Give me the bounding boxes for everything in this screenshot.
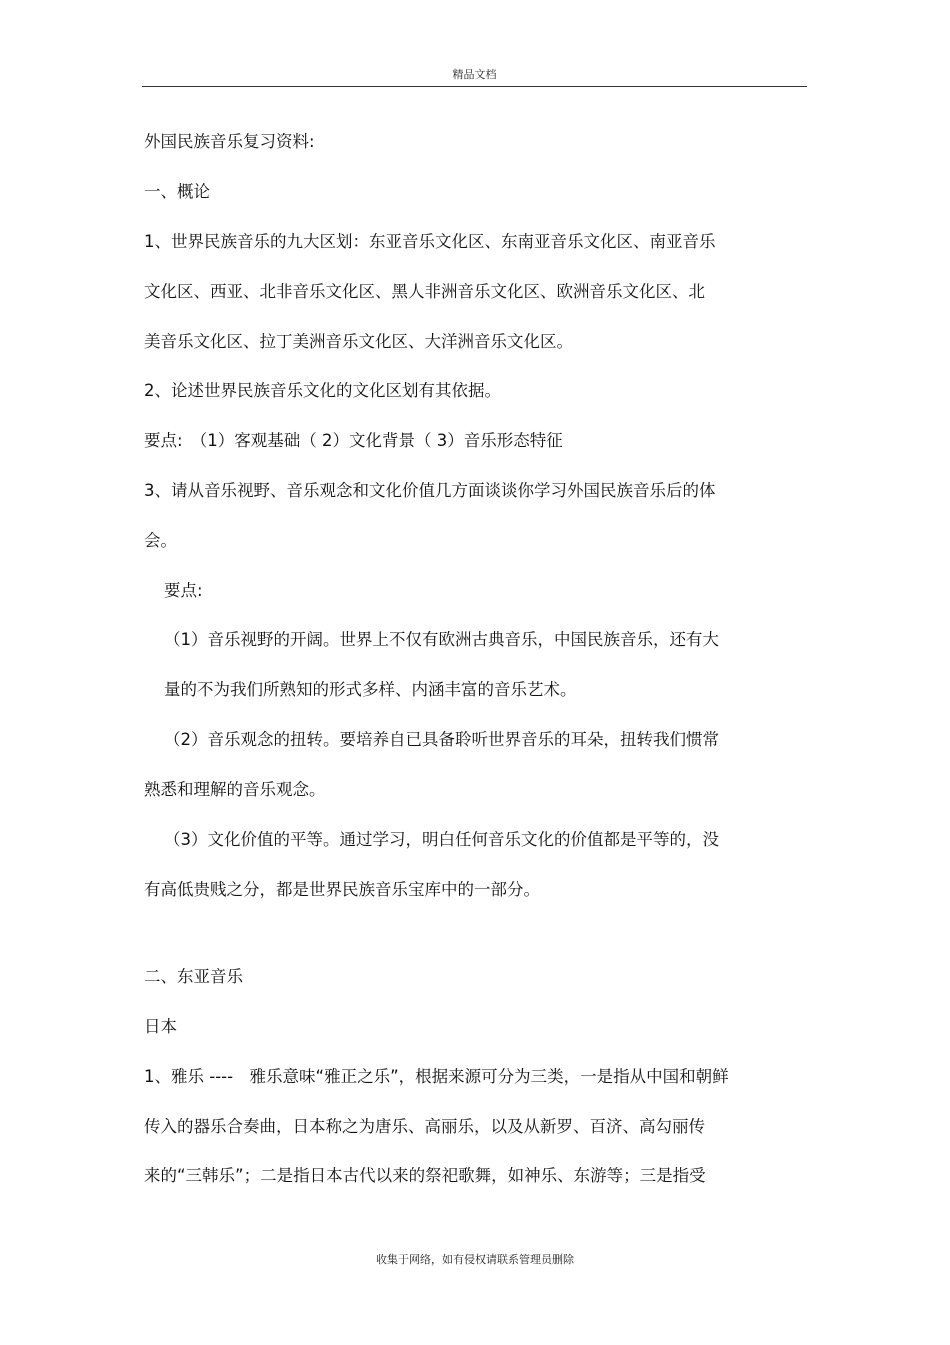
paragraph-line: 1、世界民族音乐的九大区划：东亚音乐文化区、东南亚音乐文化区、南亚音乐 xyxy=(144,232,716,251)
document-title: 外国民族音乐复习资料: xyxy=(144,132,315,151)
paragraph-line: 3、请从音乐视野、音乐观念和文化价值几方面谈谈你学习外国民族音乐后的体 xyxy=(144,481,716,500)
paragraph-line: （2）音乐观念的扭转。要培养自已具备聆听世界音乐的耳朵，扭转我们惯常 xyxy=(164,730,719,749)
paragraph-line: （3）文化价值的平等。通过学习，明白任何音乐文化的价值都是平等的，没 xyxy=(164,830,719,849)
paragraph-line: 文化区、西亚、北非音乐文化区、黑人非洲音乐文化区、欧洲音乐文化区、北 xyxy=(144,282,705,301)
paragraph-line: 要点: xyxy=(164,581,203,600)
paragraph-line: 1、雅乐 ---- 雅乐意味“雅正之乐”，根据来源可分为三类，一是指从中国和朝鲜 xyxy=(144,1067,729,1086)
section-heading: 一、概论 xyxy=(144,182,210,201)
paragraph-line: 传入的器乐合奏曲，日本称之为唐乐、高丽乐，以及从新罗、百济、高勾丽传 xyxy=(144,1117,705,1136)
paragraph-line: 熟悉和理解的音乐观念。 xyxy=(144,780,326,799)
paragraph-line: 有高低贵贱之分，都是世界民族音乐宝库中的一部分。 xyxy=(144,880,540,899)
paragraph-line: 要点: （1）客观基础（ 2）文化背景（ 3）音乐形态特征 xyxy=(144,431,563,450)
paragraph-line: 来的“三韩乐”；二是指日本古代以来的祭祀歌舞，如神乐、东游等；三是指受 xyxy=(144,1166,706,1185)
paragraph-line: 量的不为我们所熟知的形式多样、内涵丰富的音乐艺术。 xyxy=(164,680,577,699)
paragraph-line: 会。 xyxy=(144,531,177,550)
paragraph-line: （1）音乐视野的开阔。世界上不仅有欧洲古典音乐，中国民族音乐，还有大 xyxy=(164,630,719,649)
header-divider xyxy=(142,86,807,87)
page-footer: 收集于网络，如有侵权请联系管理员删除 xyxy=(376,1253,574,1266)
subsection-heading: 日本 xyxy=(144,1017,177,1036)
paragraph-line: 2、论述世界民族音乐文化的文化区划有其依据。 xyxy=(144,381,501,400)
section-heading: 二、东亚音乐 xyxy=(144,967,243,986)
page-header: 精品文档 xyxy=(452,68,497,81)
paragraph-line: 美音乐文化区、拉丁美洲音乐文化区、大洋洲音乐文化区。 xyxy=(144,332,573,351)
